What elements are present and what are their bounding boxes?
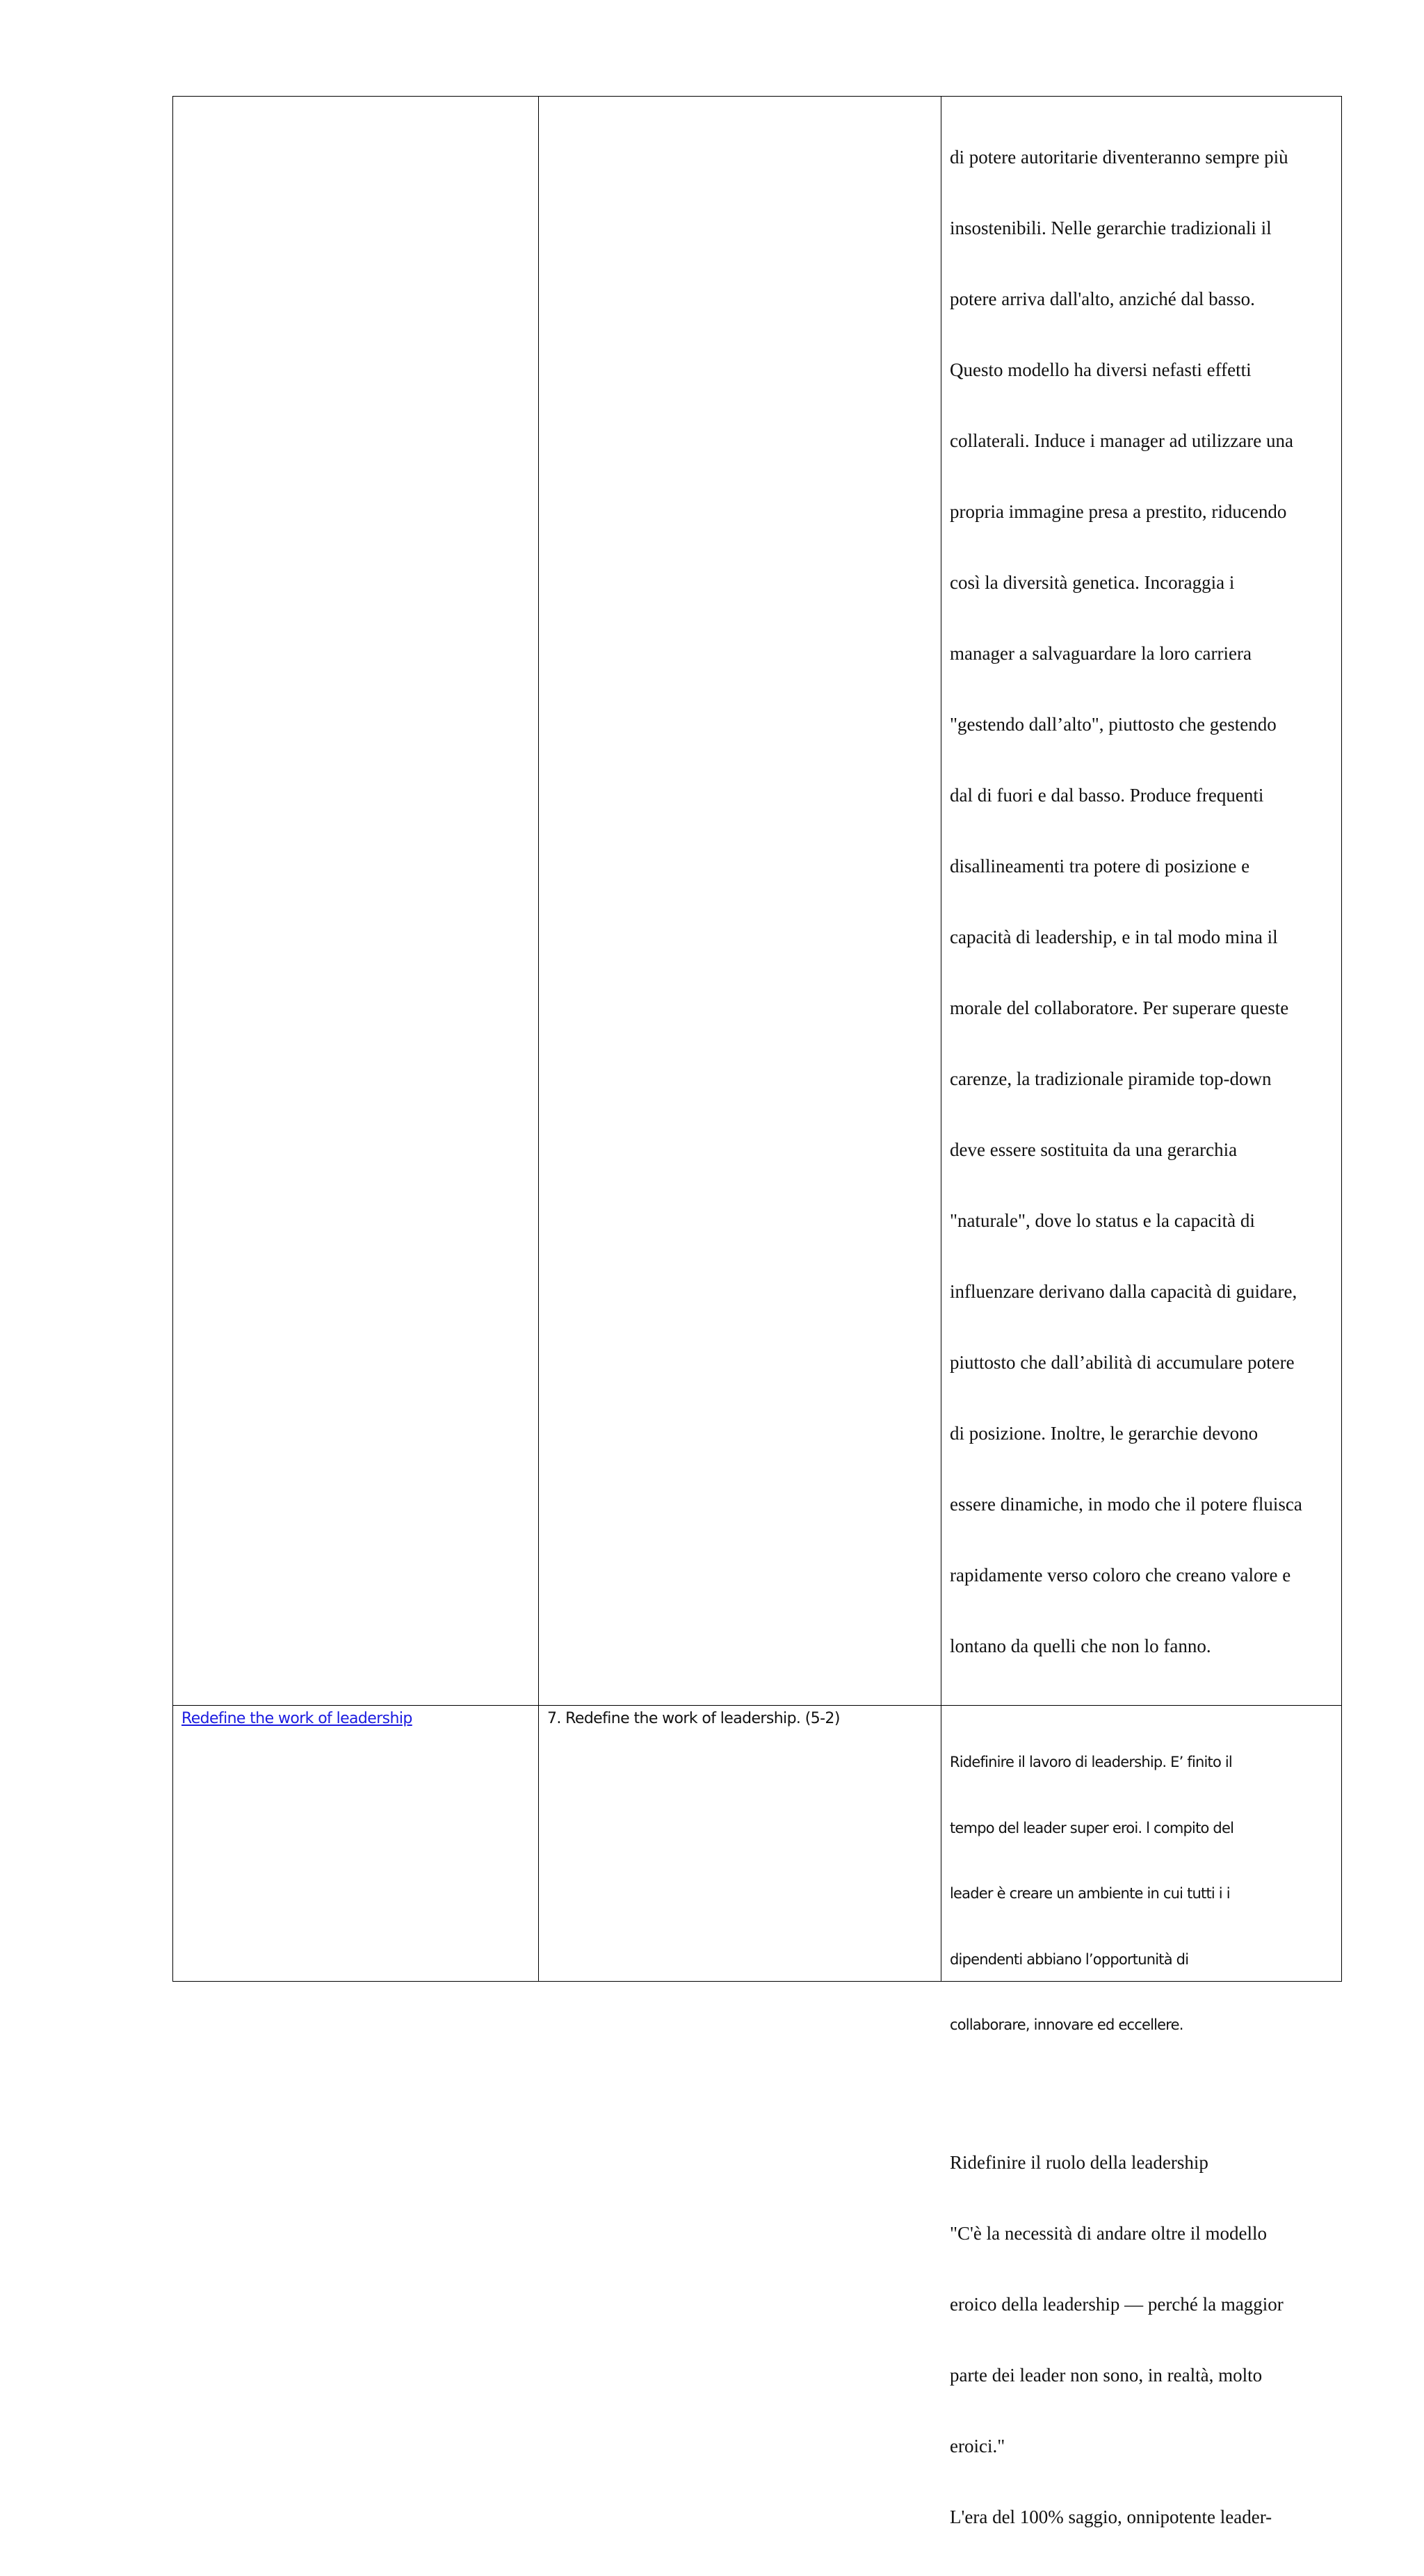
text-line: Questo modello ha diversi nefasti effetti bbox=[950, 359, 1252, 380]
text-line: piuttosto che dall’abilità di accumulare potere bbox=[950, 1352, 1295, 1373]
text-line: capacità di leadership, e in tal modo mina il bbox=[950, 927, 1278, 947]
table-cell-italian-text bbox=[941, 1706, 1342, 2527]
document-table bbox=[172, 96, 1342, 2527]
text-line: L'era del 100% saggio, onnipotente leader- bbox=[950, 2506, 1272, 2527]
text-line: propria immagine presa a prestito, riducendo bbox=[950, 501, 1287, 522]
text-line: disallineamenti tra potere di posizione e bbox=[950, 856, 1250, 877]
text-line: rapidamente verso coloro che creano valore e bbox=[950, 1565, 1291, 1585]
text-line: carenze, la tradizionale piramide top-down bbox=[950, 1068, 1272, 1089]
item-title: 7. Redefine the work of leadership. (5-2) bbox=[547, 1710, 840, 1727]
text-line: "naturale", dove lo status e la capacità di bbox=[950, 1210, 1255, 1231]
text-line: tempo del leader super eroi. l compito del bbox=[950, 1819, 1234, 1836]
text-line: Ridefinire il lavoro di leadership. E’ finito il bbox=[950, 1754, 1232, 1770]
text-line: deve essere sostituita da una gerarchia bbox=[950, 1139, 1238, 1160]
table-cell-italian-text bbox=[941, 97, 1342, 1706]
paragraph-gap bbox=[950, 2080, 1333, 2103]
redefine-leadership-link[interactable]: Redefine the work of leadership bbox=[181, 1710, 412, 1727]
text-line: essere dinamiche, in modo che il potere fluisca bbox=[950, 1494, 1302, 1515]
table-row bbox=[173, 1706, 1342, 1982]
text-line: leader è creare un ambiente in cui tutti i i bbox=[950, 1885, 1230, 1902]
text-line: insostenibili. Nelle gerarchie tradizionali il bbox=[950, 218, 1272, 238]
paragraph-hierarchy bbox=[950, 97, 1333, 1705]
paragraph-summary bbox=[950, 1708, 1333, 2080]
table-cell-empty bbox=[173, 97, 539, 1706]
text-line: dal di fuori e dal basso. Produce frequenti bbox=[950, 785, 1264, 806]
table-row bbox=[173, 97, 1342, 1706]
text-line: Ridefinire il ruolo della leadership bbox=[950, 2151, 1208, 2173]
paragraph-role bbox=[950, 2103, 1333, 2576]
text-line: collaborare, innovare ed eccellere. bbox=[950, 2016, 1183, 2033]
text-line: "gestendo dall’alto", piuttosto che gestendo bbox=[950, 714, 1277, 735]
text-line: "C'è la necessità di andare oltre il modello bbox=[950, 2222, 1267, 2244]
text-line: parte dei leader non sono, in realtà, molto bbox=[950, 2364, 1263, 2386]
text-line: eroici." bbox=[950, 2435, 1005, 2456]
text-line: eroico della leadership — perché la maggior bbox=[950, 2293, 1284, 2315]
text-line: collaterali. Induce i manager ad utilizzare una bbox=[950, 430, 1293, 451]
text-line: lontano da quelli che non lo fanno. bbox=[950, 1636, 1211, 1656]
table-cell-empty bbox=[539, 97, 941, 1706]
text-line: così la diversità genetica. Incoraggia i bbox=[950, 572, 1235, 593]
text-line: manager a salvaguardare la loro carriera bbox=[950, 643, 1252, 664]
text-line: morale del collaboratore. Per superare queste bbox=[950, 997, 1289, 1018]
table-cell-link bbox=[173, 1706, 539, 1982]
text-line: di posizione. Inoltre, le gerarchie devono bbox=[950, 1423, 1259, 1444]
text-line: influenzare derivano dalla capacità di guidare, bbox=[950, 1281, 1297, 1302]
text-line: potere arriva dall'alto, anziché dal basso. bbox=[950, 288, 1255, 309]
text-line: dipendenti abbiano l’opportunità di bbox=[950, 1950, 1189, 1968]
table-cell-english-text bbox=[539, 1706, 941, 1982]
text-line: di potere autoritarie diventeranno sempre più bbox=[950, 147, 1288, 168]
